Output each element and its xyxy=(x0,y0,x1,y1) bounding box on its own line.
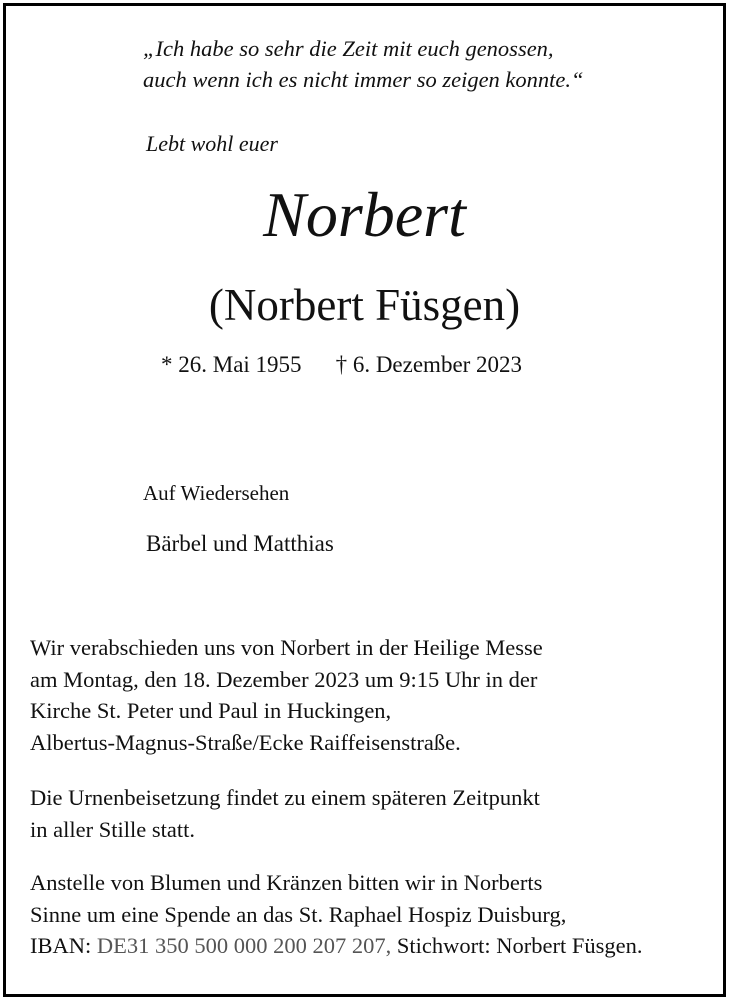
quote-line: auch wenn ich es nicht immer so zeigen konnte.“ xyxy=(143,67,584,92)
burial-line: Die Urnenbeisetzung findet zu einem späteren Zeitpunkt xyxy=(30,785,540,810)
service-line: am Montag, den 18. Dezember 2023 um 9:15 Uhr in der xyxy=(30,666,538,692)
iban-value: DE31 350 500 000 200 207 207, xyxy=(96,933,392,958)
farewell-text: Lebt wohl euer xyxy=(146,131,278,156)
death-date: † 6. Dezember 2023 xyxy=(335,352,523,377)
signers: Bärbel und Matthias xyxy=(146,531,334,556)
iban-label: IBAN: xyxy=(30,933,92,958)
obituary-frame xyxy=(3,3,726,997)
donation-line: Sinne um eine Spende an das St. Raphael Hospiz Duisburg, xyxy=(30,901,567,927)
donation-line: Anstelle von Blumen und Kränzen bitten wir in Norberts xyxy=(30,870,543,895)
burial-paragraph xyxy=(30,782,720,845)
service-paragraph xyxy=(30,632,720,758)
birth-date: * 26. Mai 1955 xyxy=(161,352,302,377)
deceased-name: Norbert xyxy=(263,179,466,250)
goodbye-text: Auf Wiedersehen xyxy=(143,481,290,505)
service-line: Wir verabschieden uns von Norbert in der Heilige Messe xyxy=(30,635,543,660)
quote xyxy=(143,33,703,95)
service-line: Albertus-Magnus-Straße/Ecke Raiffeisenstraße. xyxy=(30,729,461,755)
burial-line: in aller Stille statt. xyxy=(30,816,195,842)
donation-keyword: Stichwort: Norbert Füsgen. xyxy=(396,933,643,958)
life-dates xyxy=(161,350,522,380)
quote-line: „Ich habe so sehr die Zeit mit euch genossen, xyxy=(143,36,554,61)
deceased-full-name: (Norbert Füsgen) xyxy=(208,280,521,330)
service-line: Kirche St. Peter und Paul in Huckingen, xyxy=(30,698,392,723)
donation-paragraph xyxy=(30,867,720,962)
donation-iban-line xyxy=(30,930,720,962)
